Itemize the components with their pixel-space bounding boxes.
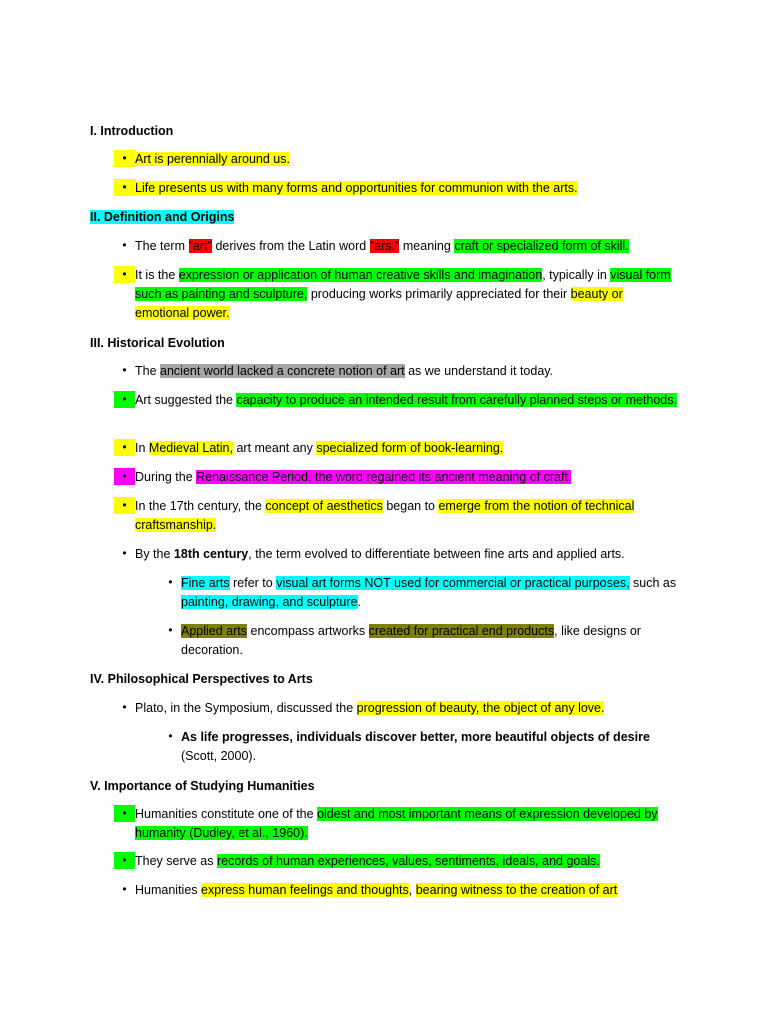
bullet-icon: • xyxy=(168,623,173,637)
heading-introduction: I. Introduction xyxy=(90,124,174,138)
text: It is the xyxy=(135,268,179,282)
text: , the term evolved to differentiate between fine arts and applied arts. xyxy=(248,547,625,561)
bullet-icon: • xyxy=(114,391,135,408)
highlight-text: "art" xyxy=(188,239,212,253)
list-item xyxy=(122,545,680,564)
bullet-icon: • xyxy=(114,497,135,514)
text: , typically in xyxy=(542,268,611,282)
list-item xyxy=(122,468,680,487)
list-item xyxy=(122,699,680,718)
highlight-text: Fine arts xyxy=(181,576,230,590)
highlight-text: Renaissance Period, the word regained its ancient meaning of craft. xyxy=(196,470,572,484)
highlight-text: created for practical end products xyxy=(368,624,555,638)
text: encompass artworks xyxy=(247,624,369,638)
bullet-icon: • xyxy=(114,179,135,196)
bullet-icon: • xyxy=(114,266,135,283)
text: , like designs or decoration. xyxy=(181,624,641,657)
list-item xyxy=(122,237,680,256)
list-item xyxy=(122,266,680,323)
text: , xyxy=(408,883,416,897)
text: In the 17th century, the xyxy=(135,499,266,513)
highlight-text: Art is perennially around us. xyxy=(135,152,290,166)
highlight-text: emerge from the notion of technical craftsmanship. xyxy=(135,499,635,532)
bullet-icon: • xyxy=(122,882,127,896)
heading-importance: V. Importance of Studying Humanities xyxy=(90,779,315,793)
highlight-text: visual art forms NOT used for commercial or practical purposes, xyxy=(276,576,630,590)
list-item xyxy=(122,497,680,535)
text: The xyxy=(135,364,161,378)
list-item xyxy=(122,881,680,900)
text: such as xyxy=(629,576,677,590)
highlight-text: capacity to produce an intended result from carefully planned steps or methods. xyxy=(236,393,677,407)
bullet-icon: • xyxy=(114,439,135,456)
highlight-text: specialized form of book-learning. xyxy=(316,441,504,455)
highlight-text: concept of aesthetics xyxy=(265,499,383,513)
heading-definition xyxy=(90,209,234,226)
highlight-text: progression of beauty, the object of any love. xyxy=(356,701,605,715)
highlight-text: express human feelings and thoughts xyxy=(201,883,409,897)
list-item xyxy=(122,852,680,871)
highlight-text: Applied arts xyxy=(181,624,248,638)
text: art meant any xyxy=(232,441,317,455)
heading-text: II. Definition and Origins xyxy=(90,210,235,224)
bullet-icon: • xyxy=(114,468,135,485)
bullet-icon: • xyxy=(114,150,135,167)
highlight-text: beauty or emotional power. xyxy=(135,287,623,320)
highlight-text: bearing witness to the creation of art xyxy=(415,883,618,897)
text: Humanities constitute one of the xyxy=(135,807,318,821)
list-item xyxy=(122,150,680,169)
bold-text: 18th century xyxy=(173,547,249,561)
bullet-icon: • xyxy=(114,852,135,869)
list-item xyxy=(122,805,680,843)
text: Art suggested the xyxy=(135,393,237,407)
bullet-icon: • xyxy=(114,805,135,822)
list-item xyxy=(122,179,680,198)
bullet-icon: • xyxy=(122,238,127,252)
text: meaning xyxy=(399,239,455,253)
bullet-icon: • xyxy=(122,363,127,377)
text: They serve as xyxy=(135,854,217,868)
bullet-icon: • xyxy=(168,575,173,589)
highlight-text: Medieval Latin, xyxy=(148,441,233,455)
text: The term xyxy=(135,239,189,253)
bullet-icon: • xyxy=(122,700,127,714)
bold-text: As life progresses, individuals discover better, more beautiful objects of desire xyxy=(181,730,650,744)
list-item xyxy=(122,439,680,458)
text: as we understand it today. xyxy=(404,364,554,378)
list-item xyxy=(168,574,681,612)
highlight-text: visual form such as painting and sculpture, xyxy=(135,268,671,301)
highlight-text: craft or specialized form of skill. xyxy=(454,239,629,253)
text: derives from the Latin word xyxy=(211,239,370,253)
heading-philosophy: IV. Philosophical Perspectives to Arts xyxy=(90,672,313,686)
text: began to xyxy=(382,499,439,513)
text: By the xyxy=(135,547,174,561)
bullet-icon: • xyxy=(122,546,127,560)
highlight-text: Life presents us with many forms and opportunities for communion with the arts. xyxy=(135,181,578,195)
text: (Scott, 2000). xyxy=(181,749,257,763)
highlight-text: expression or application of human creative skills and imagination xyxy=(178,268,543,282)
list-item xyxy=(168,728,681,766)
text: producing works primarily appreciated for their xyxy=(307,287,571,301)
text: . xyxy=(357,595,361,609)
highlight-text: records of human experiences, values, sentiments, ideals, and goals. xyxy=(216,854,600,868)
text: During the xyxy=(135,470,197,484)
highlight-text: "ars," xyxy=(369,239,400,253)
list-item xyxy=(122,362,680,381)
highlight-text: oldest and most important means of expression developed by humanity (Dudley, et al., 1960). xyxy=(135,807,658,840)
text: Plato, in the Symposium, discussed the xyxy=(135,701,357,715)
text: refer to xyxy=(229,576,277,590)
highlight-text: ancient world lacked a concrete notion of art xyxy=(160,364,405,378)
list-item xyxy=(122,391,680,410)
bullet-icon: • xyxy=(168,729,173,743)
text: In xyxy=(135,441,149,455)
highlight-text: painting, drawing, and sculpture xyxy=(181,595,358,609)
heading-history: III. Historical Evolution xyxy=(90,336,225,350)
list-item xyxy=(168,622,681,660)
text: Humanities xyxy=(135,883,201,897)
